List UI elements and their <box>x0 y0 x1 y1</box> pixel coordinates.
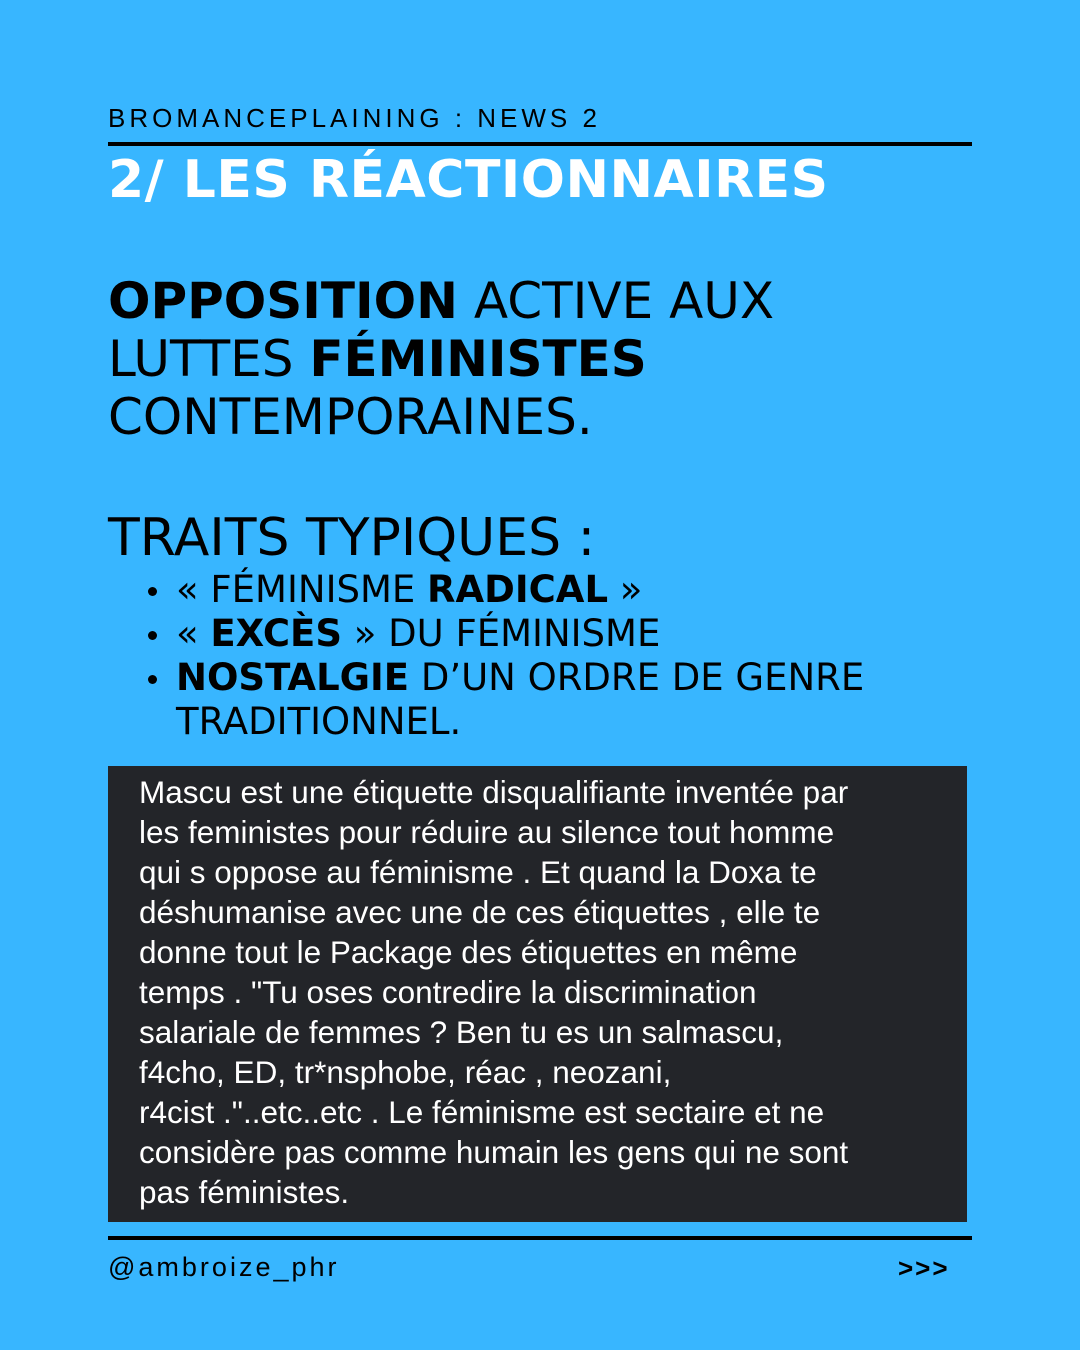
quote-line: temps . "Tu oses contredire la discrimination <box>139 974 757 1010</box>
next-slide-arrows[interactable]: >>> <box>898 1253 950 1283</box>
trait-text: « <box>176 612 211 655</box>
trait-text-continued: TRADITIONNEL. <box>176 700 462 743</box>
quote-line: déshumanise avec une de ces étiquettes , elle te <box>139 894 821 930</box>
section-title: 2/ LES RÉACTIONNAIRES <box>108 150 829 210</box>
trait-text: » DU FÉMINISME <box>341 612 661 655</box>
definition-text <box>108 272 968 446</box>
quote-line: f4cho, ED, tr*nsphobe, réac , neozani, <box>139 1054 672 1090</box>
definition-line-2 <box>108 330 968 388</box>
trait-text: D’UN ORDRE DE GENRE <box>409 656 865 699</box>
quote-line: pas féministes. <box>139 1174 350 1210</box>
author-handle: @ambroize_phr <box>108 1252 340 1282</box>
top-divider <box>108 142 972 146</box>
definition-keyword-opposition: OPPOSITION <box>108 272 458 330</box>
quote-line: donne tout le Package des étiquettes en même <box>139 934 798 970</box>
traits-heading: TRAITS TYPIQUES : <box>108 508 596 568</box>
quote-text <box>139 772 953 1212</box>
quote-line: les feministes pour réduire au silence tout homme <box>139 814 835 850</box>
quote-line: r4cist ."..etc..etc . Le féminisme est sectaire et ne <box>139 1094 825 1130</box>
definition-line-1 <box>108 272 968 330</box>
definition-line-2-start: LUTTES <box>108 330 310 388</box>
trait-text: » <box>608 568 643 611</box>
traits-list <box>108 568 968 744</box>
definition-line-3: CONTEMPORAINES. <box>108 388 593 446</box>
bottom-divider <box>108 1236 972 1240</box>
bullet-dot <box>148 631 157 640</box>
quote-line: qui s oppose au féminisme . Et quand la Doxa te <box>139 854 817 890</box>
quote-line: salariale de femmes ? Ben tu es un salmascu, <box>139 1014 784 1050</box>
trait-item-radical <box>108 568 968 612</box>
bullet-dot <box>148 587 157 596</box>
trait-keyword: EXCÈS <box>210 612 342 655</box>
quote-line: Mascu est une étiquette disqualifiante inventée par <box>139 774 849 810</box>
trait-keyword: RADICAL <box>427 568 609 611</box>
definition-line-1-rest: ACTIVE AUX <box>457 272 775 330</box>
series-label: BROMANCEPLAINING : NEWS 2 <box>108 103 601 133</box>
trait-item-exces <box>108 612 968 656</box>
trait-keyword: NOSTALGIE <box>176 656 410 699</box>
quote-box <box>108 766 967 1222</box>
bullet-dot <box>148 675 157 684</box>
trait-text: « FÉMINISME <box>176 568 428 611</box>
trait-item-nostalgie <box>108 656 968 744</box>
quote-line: considère pas comme humain les gens qui ne sont <box>139 1134 849 1170</box>
definition-keyword-feministes: FÉMINISTES <box>309 330 647 388</box>
